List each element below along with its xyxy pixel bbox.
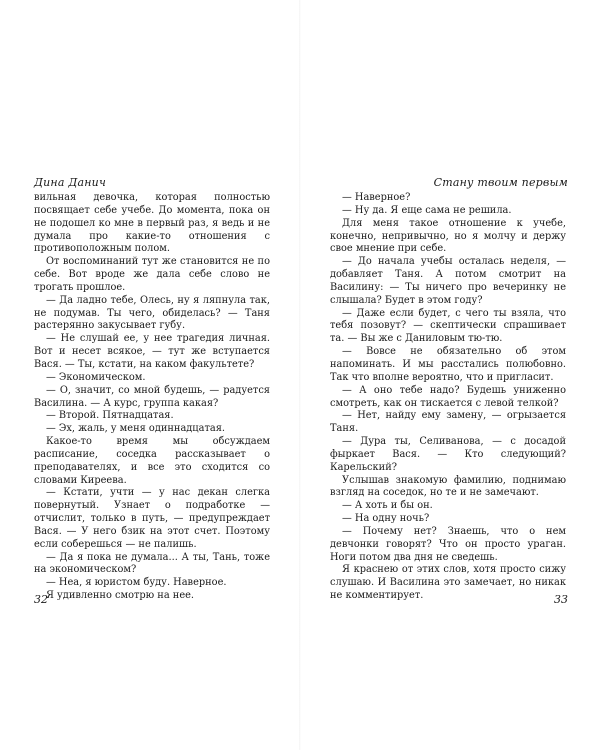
paragraph: — Дура ты, Селиванова, — с досадой фыркает Вася. — Кто следующий? Карельский? (330, 436, 566, 473)
paragraph: — Кстати, учти — у нас декан слегка повернутый. Узнает о подработке — отчислит, только в путь, — предупреждает Вася. — У него бзик на этот счет. Поэтому если соберешься — не палишь. (34, 487, 270, 550)
page-number: 33 (554, 593, 568, 606)
paragraph: — Почему нет? Знаешь, что о нем девчонки говорят? Что он просто ураган. Ноги потом два дня не сведешь. (330, 525, 566, 563)
paragraph: — Наверное? (342, 192, 411, 203)
paragraph: — До начала учебы осталась неделя, — добавляет Таня. А потом смотрит на Василину: — Ты ничего про вечеринку не слышала? Будет в этом году? (330, 256, 566, 306)
right-text-column (330, 192, 566, 603)
paragraph: вильная девочка, которая полностью посвящает себе учебе. До момента, пока он не подошел ко мне в первый раз, я ведь и не думала про какие-то отношения с противоположным полом. (34, 192, 270, 255)
paragraph: Какое-то время мы обсуждаем расписание, соседка рассказывает о преподавателях, и все это сходится со словами Киреева. (34, 436, 270, 486)
paragraph: Услышав знакомую фамилию, поднимаю взгляд на соседок, но те и не замечают. (330, 474, 566, 499)
paragraph: Для меня такое отношение к учебе, конечно, непривычно, но я молчу и держу свое мнение при себе. (330, 217, 566, 255)
paragraph: — Даже если будет, с чего ты взяла, что тебя позовут? — скептически спрашивает та. — Вы же с Даниловым тю-тю. (330, 307, 566, 345)
running-head-author: Дина Данич (34, 176, 107, 189)
paragraph: — Не слушай ее, у нее трагедия личная. Вот и несет всякое, — тут же вступается Вася. — Ты, кстати, на каком факультете? (34, 333, 270, 370)
paragraph: От воспоминаний тут же становится не по себе. Вот вроде же дала себе слово не трогать прошлое. (34, 256, 270, 293)
paragraph: — Нет, найду ему замену, — огрызается Таня. (330, 410, 566, 435)
paragraph: — О, значит, со мной будешь, — радуется Василина. — А курс, группа какая? (34, 384, 270, 409)
paragraph: — А оно тебе надо? Будешь униженно смотреть, как он тискается с левой телкой? (330, 384, 566, 409)
paragraph: — Неа, я юристом буду. Наверное. (46, 577, 227, 589)
paragraph: — Экономическом. (46, 371, 146, 383)
paragraph: — Да ладно тебе, Олесь, ну я ляпнула так, не подумав. Ты чего, обиделась? — Таня растерянно закусывает губу. (34, 294, 270, 332)
page-number: 32 (34, 593, 48, 606)
paragraph: Я краснею от этих слов, хотя просто сижу слушаю. И Василина это замечает, но никак не комментирует. (330, 564, 566, 602)
right-page (300, 0, 600, 750)
paragraph: Я удивленно смотрю на нее. (46, 590, 195, 602)
paragraph: — А хоть и бы он. (342, 500, 433, 512)
paragraph: — Ну да. Я еще сама не решила. (342, 204, 512, 216)
paragraph: — Вовсе не обязательно об этом напоминать. И мы расстались полюбовно. Так что вполне вероятно, что и пригласит. (330, 346, 566, 383)
paragraph: — Эх, жаль, у меня одиннадцатая. (46, 423, 226, 435)
left-text-column (34, 192, 270, 603)
paragraph: — Да я пока не думала... А ты, Тань, тоже на экономическом? (34, 551, 270, 576)
running-head-title: Стану твоим первым (433, 176, 568, 189)
paragraph: — На одну ночь? (342, 513, 430, 525)
paragraph: — Второй. Пятнадцатая. (46, 410, 174, 422)
